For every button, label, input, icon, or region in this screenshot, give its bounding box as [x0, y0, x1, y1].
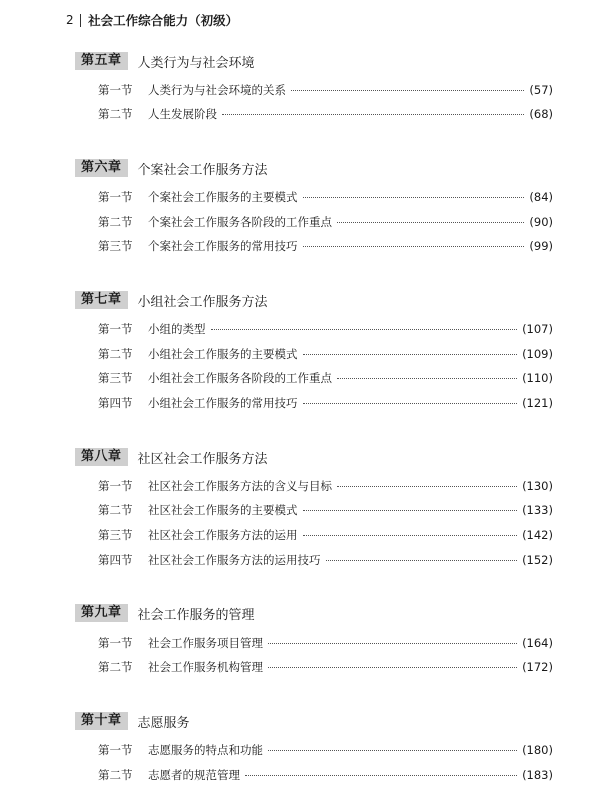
toc-entry[interactable] [98, 82, 553, 98]
page-reference: (180) [522, 743, 553, 757]
section-title: 小组社会工作服务的常用技巧 [148, 396, 298, 410]
page-reference: (133) [522, 503, 553, 517]
section-number: 第二节 [98, 347, 133, 361]
section-number: 第二节 [98, 107, 133, 121]
section-title: 个案社会工作服务的主要模式 [148, 190, 298, 204]
section-title: 小组社会工作服务的主要模式 [148, 347, 298, 361]
toc-entry[interactable] [98, 395, 553, 411]
section-title: 社区社会工作服务方法的运用 [148, 528, 298, 542]
section-number: 第四节 [98, 396, 133, 410]
chapter-label: 第十章 [75, 712, 128, 730]
dot-leader [303, 354, 518, 355]
page-header [66, 10, 238, 30]
dot-leader [268, 667, 517, 668]
section-title: 社区社会工作服务方法的含义与目标 [148, 479, 332, 493]
toc-entry[interactable] [98, 321, 553, 337]
header-divider [80, 14, 82, 27]
page-reference: (110) [522, 371, 553, 385]
page-reference: (99) [529, 239, 553, 253]
page-reference: (84) [529, 190, 553, 204]
section-title: 人生发展阶段 [148, 107, 217, 121]
toc-entry[interactable] [98, 635, 553, 651]
dot-leader [337, 378, 517, 379]
chapter-heading [75, 291, 268, 309]
page-reference: (183) [522, 768, 553, 782]
section-title: 社区社会工作服务的主要模式 [148, 503, 298, 517]
dot-leader [211, 329, 518, 330]
section-number: 第一节 [98, 636, 133, 650]
page-reference: (90) [529, 215, 553, 229]
page-reference: (109) [522, 347, 553, 361]
section-number: 第二节 [98, 215, 133, 229]
toc-entry[interactable] [98, 370, 553, 386]
dot-leader [337, 222, 524, 223]
page-reference: (142) [522, 528, 553, 542]
chapter-title: 志愿服务 [137, 715, 190, 731]
section-title: 社区社会工作服务方法的运用技巧 [148, 553, 321, 567]
chapter-label: 第九章 [75, 604, 128, 622]
dot-leader [337, 486, 517, 487]
toc-entry[interactable] [98, 527, 553, 543]
section-number: 第四节 [98, 553, 133, 567]
chapter-heading [75, 712, 190, 730]
section-number: 第一节 [98, 479, 133, 493]
page-reference: (121) [522, 396, 553, 410]
section-number: 第二节 [98, 768, 133, 782]
section-number: 第三节 [98, 528, 133, 542]
section-title: 社会工作服务机构管理 [148, 660, 263, 674]
section-title: 小组社会工作服务各阶段的工作重点 [148, 371, 332, 385]
chapter-heading [75, 448, 268, 466]
chapter-label: 第五章 [75, 52, 128, 70]
chapter-label: 第八章 [75, 448, 128, 466]
section-number: 第一节 [98, 83, 133, 97]
dot-leader [222, 114, 524, 115]
section-title: 人类行为与社会环境的关系 [148, 83, 286, 97]
page-reference: (152) [522, 553, 553, 567]
chapter-heading [75, 52, 255, 70]
section-number: 第一节 [98, 322, 133, 336]
dot-leader [268, 643, 517, 644]
toc-entry[interactable] [98, 742, 553, 758]
chapter-title: 小组社会工作服务方法 [137, 294, 268, 310]
section-number: 第二节 [98, 503, 133, 517]
toc-entry[interactable] [98, 659, 553, 675]
toc-entry[interactable] [98, 767, 553, 783]
toc-entry[interactable] [98, 346, 553, 362]
section-title: 个案社会工作服务各阶段的工作重点 [148, 215, 332, 229]
section-number: 第一节 [98, 743, 133, 757]
dot-leader [291, 90, 524, 91]
toc-entry[interactable] [98, 478, 553, 494]
page-reference: (164) [522, 636, 553, 650]
section-number: 第三节 [98, 371, 133, 385]
chapter-label: 第七章 [75, 291, 128, 309]
page-number: 2 [66, 13, 74, 27]
chapter-title: 人类行为与社会环境 [137, 55, 255, 71]
section-number: 第三节 [98, 239, 133, 253]
book-title: 社会工作综合能力（初级） [88, 13, 239, 28]
dot-leader [245, 775, 517, 776]
chapter-title: 个案社会工作服务方法 [137, 162, 268, 178]
section-number: 第一节 [98, 190, 133, 204]
section-title: 志愿者的规范管理 [148, 768, 240, 782]
toc-entry[interactable] [98, 502, 553, 518]
chapter-title: 社区社会工作服务方法 [137, 451, 268, 467]
dot-leader [326, 560, 518, 561]
dot-leader [303, 403, 518, 404]
chapter-heading [75, 604, 255, 622]
section-title: 小组的类型 [148, 322, 206, 336]
page-reference: (57) [529, 83, 553, 97]
page-reference: (107) [522, 322, 553, 336]
page-reference: (68) [529, 107, 553, 121]
section-title: 个案社会工作服务的常用技巧 [148, 239, 298, 253]
chapter-label: 第六章 [75, 159, 128, 177]
chapter-title: 社会工作服务的管理 [137, 607, 255, 623]
dot-leader [303, 535, 518, 536]
section-number: 第二节 [98, 660, 133, 674]
toc-entry[interactable] [98, 214, 553, 230]
toc-entry[interactable] [98, 106, 553, 122]
dot-leader [303, 197, 525, 198]
section-title: 社会工作服务项目管理 [148, 636, 263, 650]
dot-leader [303, 246, 525, 247]
page-reference: (130) [522, 479, 553, 493]
toc-entry[interactable] [98, 552, 553, 568]
chapter-heading [75, 159, 268, 177]
page-reference: (172) [522, 660, 553, 674]
toc-entry[interactable] [98, 238, 553, 254]
dot-leader [303, 510, 518, 511]
toc-entry[interactable] [98, 189, 553, 205]
dot-leader [268, 750, 517, 751]
section-title: 志愿服务的特点和功能 [148, 743, 263, 757]
